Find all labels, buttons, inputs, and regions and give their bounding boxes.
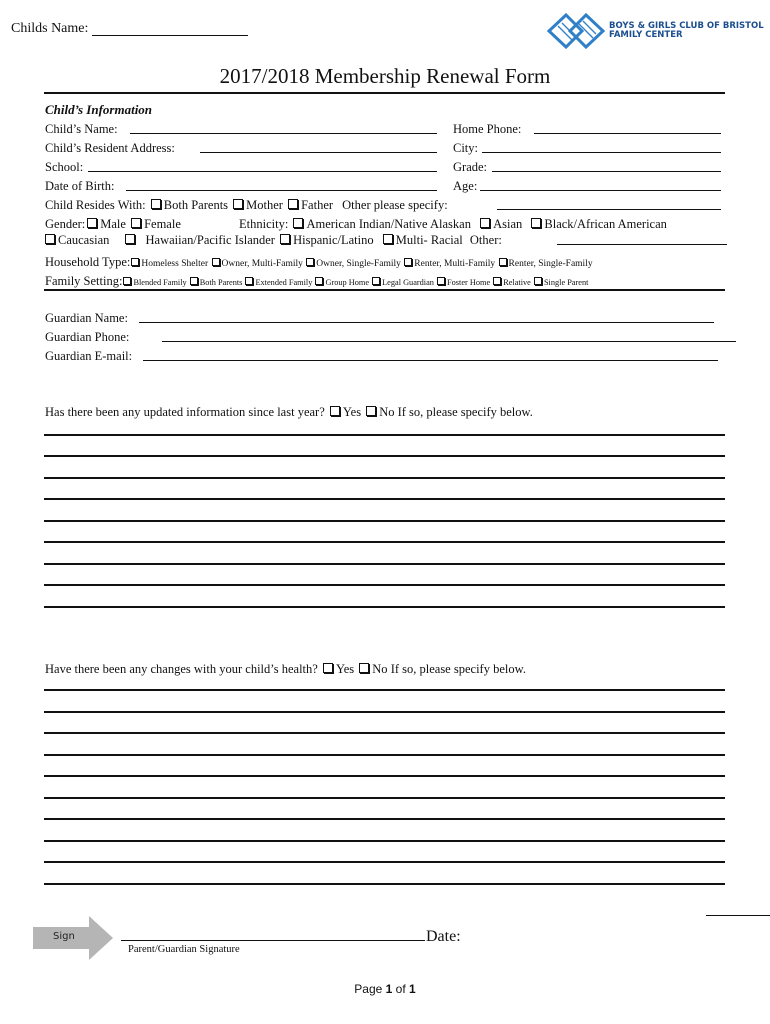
- updates-line[interactable]: [44, 520, 725, 522]
- option-group-home: Group Home: [325, 278, 370, 287]
- health-line[interactable]: [44, 861, 725, 863]
- option-owner-multi: Owner, Multi-Family: [221, 259, 303, 269]
- option-mother: Mother: [246, 198, 283, 212]
- ethnicity-other-label: Other:: [469, 233, 502, 247]
- checkbox-owner-multi[interactable]: [212, 258, 220, 266]
- signature-caption: Parent/Guardian Signature: [128, 944, 240, 955]
- sign-tab-label: Sign: [53, 931, 75, 942]
- checkbox-homeless-shelter[interactable]: [131, 258, 139, 266]
- household-label: Household Type:: [45, 255, 131, 269]
- health-line[interactable]: [44, 818, 725, 820]
- option-both-parents-family: Both Parents: [199, 278, 243, 287]
- form-title: 2017/2018 Membership Renewal Form: [219, 64, 551, 88]
- updates-question: Has there been any updated information since last year?: [45, 405, 325, 419]
- health-line[interactable]: [44, 840, 725, 842]
- checkbox-multi-racial[interactable]: [383, 234, 393, 244]
- grade-field[interactable]: [492, 171, 721, 172]
- child-name-field[interactable]: [130, 133, 437, 134]
- health-question: Have there been any changes with your child’s health?: [45, 662, 318, 676]
- option-caucasian: Caucasian: [58, 233, 110, 247]
- updates-line[interactable]: [44, 563, 725, 565]
- ethnicity-row: [239, 216, 667, 232]
- age-field[interactable]: [480, 190, 721, 191]
- option-extended: Extended Family: [255, 278, 313, 287]
- checkbox-group-home[interactable]: [315, 277, 323, 285]
- checkbox-health-no[interactable]: [359, 663, 369, 673]
- checkbox-father[interactable]: [288, 199, 298, 209]
- option-renter-multi: Renter, Multi-Family: [414, 259, 496, 269]
- family-row: [45, 272, 588, 290]
- health-line[interactable]: [44, 797, 725, 799]
- updates-line[interactable]: [44, 434, 725, 436]
- option-renter-single: Renter, Single-Family: [508, 259, 593, 269]
- guardian-name-label: Guardian Name:: [45, 311, 128, 325]
- resides-row: [45, 197, 448, 213]
- option-relative: Relative: [503, 278, 531, 287]
- health-line[interactable]: [44, 711, 725, 713]
- section-title-child-info: Child’s Information: [45, 102, 153, 117]
- checkbox-extended[interactable]: [245, 277, 253, 285]
- option-black: Black/African American: [544, 217, 667, 231]
- date-field[interactable]: [706, 915, 770, 916]
- health-line[interactable]: [44, 775, 725, 777]
- updates-tail: If so, please specify below.: [397, 405, 533, 419]
- resides-other-label: Other please specify:: [342, 198, 448, 212]
- checkbox-updates-no[interactable]: [366, 406, 376, 416]
- home-phone-field[interactable]: [534, 133, 721, 134]
- health-line[interactable]: [44, 689, 725, 691]
- checkbox-american-indian[interactable]: [293, 218, 303, 228]
- address-label: Child’s Resident Address:: [45, 141, 175, 155]
- org-name-line1: BOYS & GIRLS CLUB OF BRISTOL: [609, 21, 764, 31]
- health-yes-label: Yes: [335, 662, 355, 676]
- updates-line[interactable]: [44, 606, 725, 608]
- health-no-label: No: [372, 662, 388, 676]
- checkbox-hispanic[interactable]: [280, 234, 290, 244]
- updates-question-row: [45, 404, 533, 420]
- city-field[interactable]: [482, 152, 721, 153]
- option-both-parents: Both Parents: [163, 198, 229, 212]
- child-name-label: Child’s Name:: [45, 122, 118, 136]
- ethnicity-row-2: [45, 232, 502, 248]
- school-label: School:: [45, 160, 84, 174]
- updates-line[interactable]: [44, 455, 725, 457]
- grade-label: Grade:: [453, 160, 488, 174]
- logo-icon: [546, 12, 606, 50]
- guardian-name-field[interactable]: [139, 322, 714, 323]
- option-owner-single: Owner, Single-Family: [316, 259, 401, 269]
- checkbox-male[interactable]: [87, 218, 97, 228]
- checkbox-health-yes[interactable]: [323, 663, 333, 673]
- option-multi-racial: Multi- Racial: [395, 233, 463, 247]
- option-homeless-shelter: Homeless Shelter: [141, 259, 209, 269]
- health-line[interactable]: [44, 732, 725, 734]
- checkbox-renter-multi[interactable]: [404, 258, 412, 266]
- page-total: 1: [409, 982, 416, 996]
- health-tail: If so, please specify below.: [390, 662, 526, 676]
- checkbox-legal-guardian[interactable]: [372, 277, 380, 285]
- signature-field[interactable]: [121, 940, 425, 941]
- checkbox-mother[interactable]: [233, 199, 243, 209]
- updates-line[interactable]: [44, 584, 725, 586]
- checkbox-female[interactable]: [131, 218, 141, 228]
- childs-name-field[interactable]: [92, 35, 248, 36]
- updates-line[interactable]: [44, 498, 725, 500]
- sign-here-tab[interactable]: [33, 916, 115, 960]
- resides-label: Child Resides With:: [45, 198, 146, 212]
- checkbox-single-parent[interactable]: [534, 277, 542, 285]
- gender-row: [45, 216, 181, 232]
- page-current: 1: [385, 982, 393, 996]
- checkbox-hawaiian[interactable]: [125, 234, 135, 244]
- title-rule: [44, 92, 725, 94]
- org-name-line2: FAMILY CENTER: [609, 30, 683, 40]
- option-hawaiian: Hawaiian/Pacific Islander: [145, 233, 275, 247]
- option-hispanic: Hispanic/Latino: [293, 233, 374, 247]
- page-of: of: [392, 982, 410, 996]
- option-male: Male: [100, 217, 126, 231]
- checkbox-black[interactable]: [531, 218, 541, 228]
- guardian-phone-label: Guardian Phone:: [45, 330, 130, 344]
- checkbox-foster-home[interactable]: [437, 277, 445, 285]
- household-row: [45, 253, 593, 271]
- home-phone-label: Home Phone:: [453, 122, 522, 136]
- option-female: Female: [144, 217, 181, 231]
- option-blended: Blended Family: [133, 278, 187, 287]
- resides-other-field[interactable]: [497, 209, 721, 210]
- health-line[interactable]: [44, 754, 725, 756]
- option-american-indian: American Indian/Native Alaskan: [306, 217, 471, 231]
- checkbox-relative[interactable]: [493, 277, 501, 285]
- guardian-phone-field[interactable]: [162, 341, 736, 342]
- option-single-parent: Single Parent: [543, 278, 589, 287]
- checkbox-both-parents[interactable]: [151, 199, 161, 209]
- dob-field[interactable]: [126, 190, 437, 191]
- age-label: Age:: [453, 179, 478, 193]
- page-number: [0, 982, 770, 996]
- updates-yes-label: Yes: [342, 405, 362, 419]
- health-line[interactable]: [44, 883, 725, 885]
- checkbox-renter-single[interactable]: [499, 258, 507, 266]
- family-label: Family Setting:: [45, 274, 123, 288]
- page-prefix: Page: [354, 982, 386, 996]
- section-divider: [44, 289, 725, 291]
- checkbox-asian[interactable]: [480, 218, 490, 228]
- updates-line[interactable]: [44, 477, 725, 479]
- childs-name-label: Childs Name:: [11, 21, 89, 36]
- school-field[interactable]: [88, 171, 437, 172]
- checkbox-caucasian[interactable]: [45, 234, 55, 244]
- checkbox-blended[interactable]: [123, 277, 131, 285]
- option-father: Father: [301, 198, 334, 212]
- option-asian: Asian: [493, 217, 523, 231]
- address-field[interactable]: [200, 152, 437, 153]
- org-logo: [546, 12, 606, 50]
- updates-line[interactable]: [44, 541, 725, 543]
- org-name: [609, 22, 764, 40]
- checkbox-owner-single[interactable]: [306, 258, 314, 266]
- option-legal-guardian: Legal Guardian: [382, 278, 434, 287]
- ethnicity-other-field[interactable]: [557, 244, 727, 245]
- city-label: City:: [453, 141, 479, 155]
- option-foster-home: Foster Home: [447, 278, 491, 287]
- dob-label: Date of Birth:: [45, 179, 115, 193]
- updates-no-label: No: [379, 405, 395, 419]
- health-question-row: [45, 661, 526, 677]
- date-label: Date:: [426, 928, 461, 945]
- ethnicity-label: Ethnicity:: [239, 217, 289, 231]
- checkbox-updates-yes[interactable]: [330, 406, 340, 416]
- checkbox-both-parents-family[interactable]: [190, 277, 198, 285]
- guardian-email-field[interactable]: [143, 360, 718, 361]
- gender-label: Gender:: [45, 217, 86, 231]
- guardian-email-label: Guardian E-mail:: [45, 349, 133, 363]
